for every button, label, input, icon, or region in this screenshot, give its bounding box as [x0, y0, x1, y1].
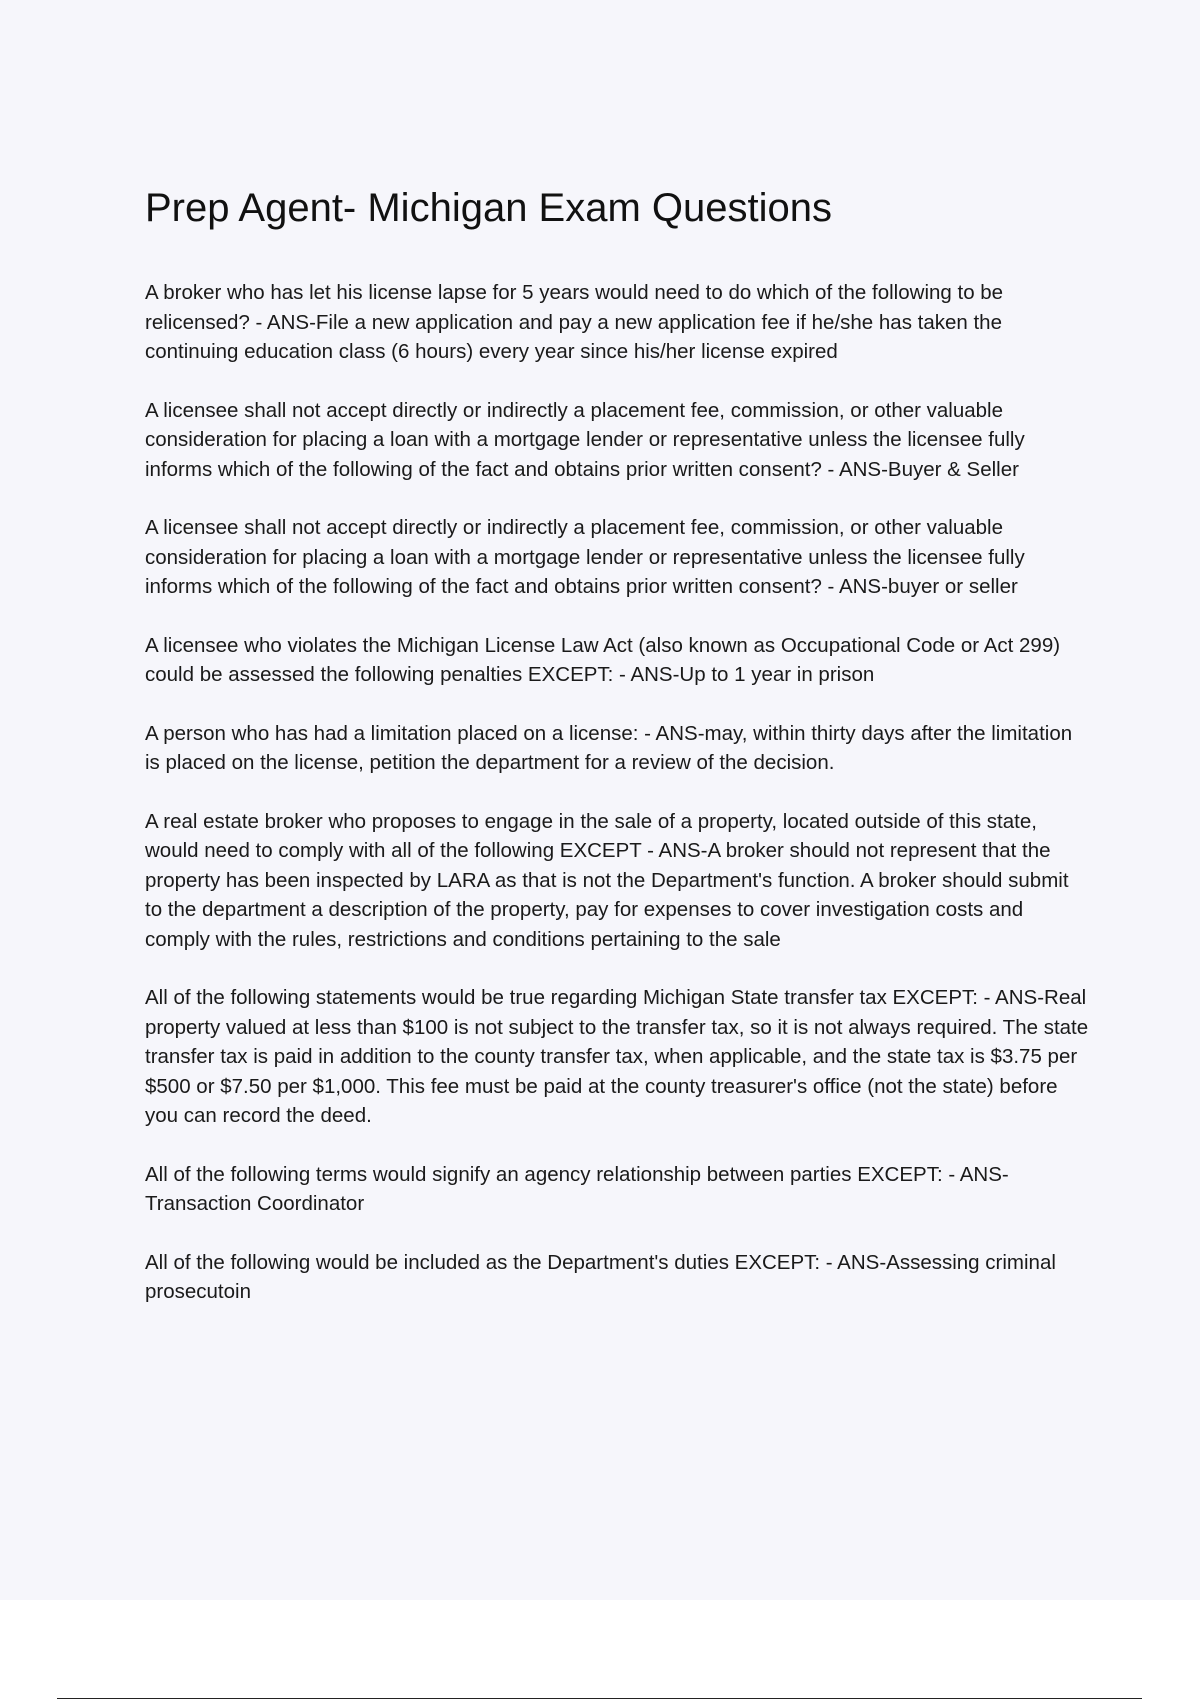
question-item: A licensee who violates the Michigan License Law Act (also known as Occupational Code or Act 299) could be assessed the following penalties EXCEPT: - ANS-Up to 1 year in prison [145, 633, 1061, 686]
question-item: All of the following would be included as the Department's duties EXCEPT: - ANS-Assessing criminal prosecutoin [145, 1250, 1056, 1303]
question-item: All of the following terms would signify an agency relationship between parties EXCEPT: - ANS-Transaction Coordinator [145, 1162, 1009, 1215]
question-item: A real estate broker who proposes to engage in the sale of a property, located outside of this state, would need to comply with all of the following EXCEPT - ANS-A broker should not represent that the property has been inspected by LARA as that is not the Department's function. A broker should submit to the department a description of the property, pay for expenses to cover investigation costs and comply with the rules, restrictions and conditions pertaining to the sale [145, 809, 1069, 951]
question-item: All of the following statements would be true regarding Michigan State transfer tax EXCEPT: - ANS-Real property valued at less than $100 is not subject to the transfer tax, so it is not always required. The state transfer tax is paid in addition to the county transfer tax, when applicable, and the state tax is $3.75 per $500 or $7.50 per $1,000. This fee must be paid at the county treasurer's office (not the state) before you can record the deed. [145, 986, 1089, 1127]
question-item: A licensee shall not accept directly or indirectly a placement fee, commission, or other valuable consideration for placing a loan with a mortgage lender or representative unless the licensee fully informs which of the following of the fact and obtains prior written consent? - ANS-buyer or seller [145, 516, 1025, 598]
footer-divider [57, 1698, 1142, 1699]
question-item: A broker who has let his license lapse for 5 years would need to do which of the following to be relicensed? - ANS-File a new application and pay a new application fee if he/she has taken the continuing education class (6 hours) every year since his/her license expired [145, 281, 1004, 363]
document-title: Prep Agent- Michigan Exam Questions [145, 186, 833, 230]
question-item: A licensee shall not accept directly or indirectly a placement fee, commission, or other valuable consideration for placing a loan with a mortgage lender or representative unless the licensee fully informs which of the following of the fact and obtains prior written consent? - ANS-Buyer & Seller [145, 398, 1025, 481]
question-list [145, 278, 1090, 1336]
question-item: A person who has had a limitation placed on a license: - ANS-may, within thirty days after the limitation is placed on the license, petition the department for a review of the decision. [145, 721, 1073, 774]
